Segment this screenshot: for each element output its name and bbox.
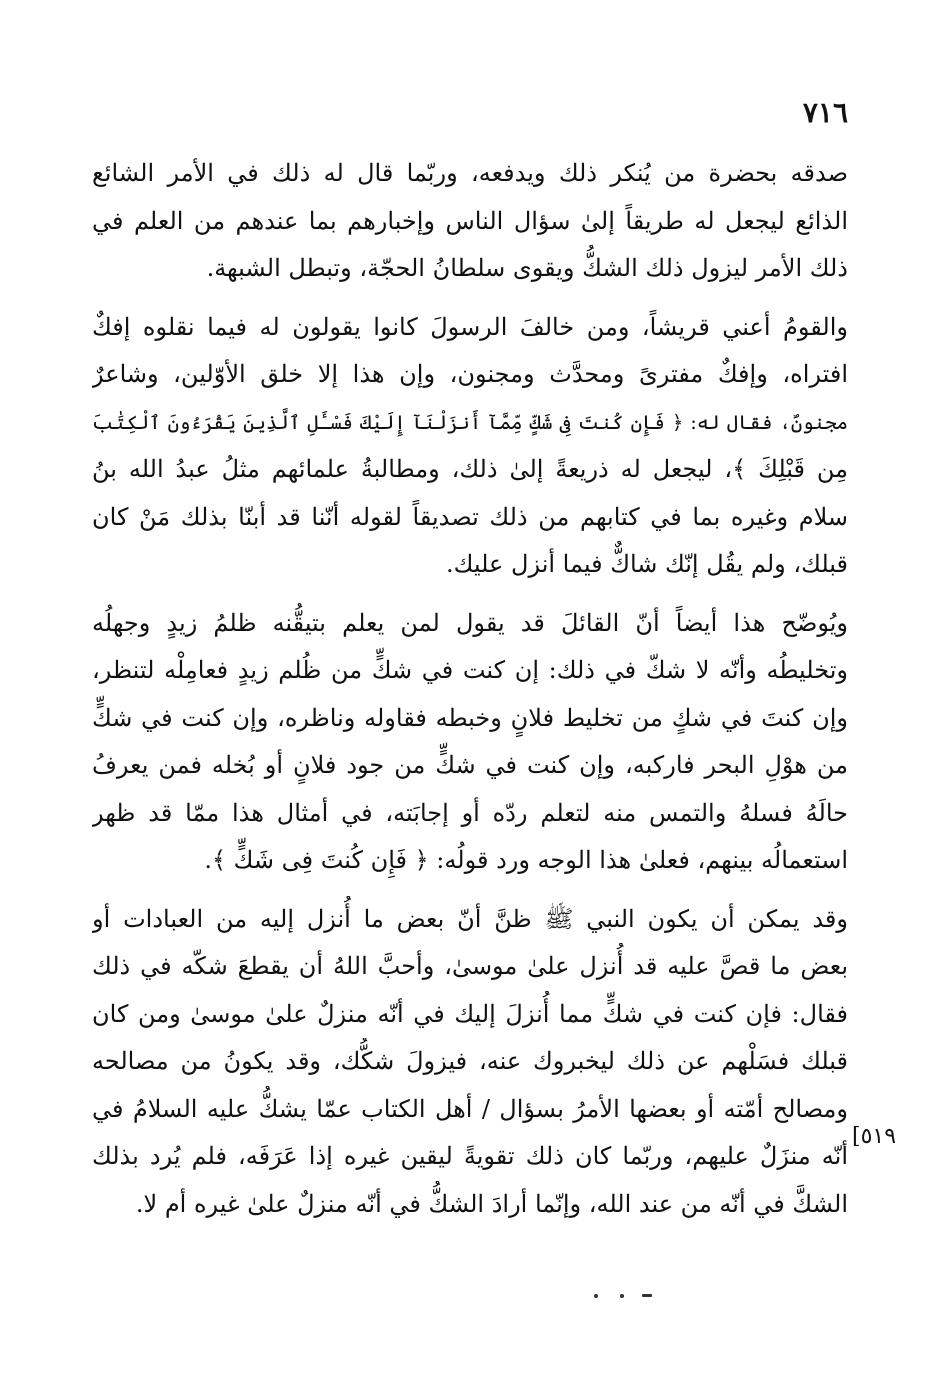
text-line: ومصالح أمّته أو بعضها الأمرُ بسؤال / أهل الكتاب عمّا يشكُّ عليه السلامُ في <box>92 1094 848 1123</box>
text-line: الذائع ليجعل له طريقاً إلىٰ سؤال الناس وإخبارهم بما عندهم من العلم في <box>92 206 848 235</box>
text-line: سلام وغيره بما في كتابهم من ذلك تصديقاً لقوله أنّنا قد أبنّا بذلك مَنْ كان <box>92 502 848 531</box>
text-line: صدقه بحضرة من يُنكر ذلك ويدفعه، وربّما قال له ذلك في الأمر الشائع <box>92 159 848 187</box>
text-line: مِن قَبْلِكَ ﴾، ليجعل له ذريعةً إلىٰ ذلك، ومطالبةُ علمائهم مثلُ عبدُ الله بنُ <box>92 455 848 483</box>
margin-page-reference: [٥١٩ <box>852 1124 897 1149</box>
text-line: مجنونٌ، فقال له: ﴿ فَإِن كُنتَ فِى شَكٍّ مِّمَّآ أَنزَلْنَآ إِلَيْكَ فَسْـَٔلِ ٱلَّذِينَ يَقْرَءُونَ ٱلْكِتَٰبَ <box>92 410 848 434</box>
text-line: ذلك الأمر ليزول ذلك الشكُّ ويقوى سلطانُ الحجّة، وتبطل الشبهة. <box>206 254 848 282</box>
text-line: والقومُ أعني قريشاً، ومن خالفَ الرسولَ كانوا يقولون له فيما نقلوه إفكٌ <box>92 312 848 341</box>
text-line: حالَهُ فسلهُ والتمس منه لتعلم ردّه أو إجابَته، في أمثال هذا ممّا قد ظهر <box>92 798 848 827</box>
mark-dash <box>642 1294 652 1297</box>
text-line: وإن كنتَ في شكٍ من تخليط فلانٍ وخبطه فقاوله وناظره، وإن كنت في شكٍّ <box>92 703 848 732</box>
body-text <box>92 150 848 1239</box>
text-line: بعض ما قصَّ عليه قد أُنزل علىٰ موسىٰ، وأحبَّ اللهُ أن يقطعَ شكّه في ذلك <box>92 952 848 980</box>
printer-mark <box>592 1290 662 1302</box>
text-line: قبلك، ولم يقُل إنّك شاكٌّ فيما أنزل عليك. <box>446 550 848 578</box>
text-line: أنّه منزَلٌ عليهم، وربّما كان ذلك تقويةً ليقين غيره إذا عَرَفَه، فلم يُرد بذلك <box>92 1142 848 1170</box>
page-number: ٧١٦ <box>802 96 848 129</box>
paragraph-3 <box>92 600 848 885</box>
text-line: ويُوضّح هذا أيضاً أنّ القائلَ قد يقول لمن يعلم بتيقُّنه ظلمُ زيدٍ وجهلُه <box>92 608 848 637</box>
paragraph-4 <box>92 896 848 1229</box>
text-line: افتراه، وإفكٌ مفترىً ومحدَّث ومجنون، وإن هذا إلا خلق الأوّلين، وشاعرٌ <box>92 360 848 388</box>
mark-dot <box>620 1294 624 1298</box>
text-line: وقد يمكن أن يكون النبي ﷺ ظنَّ أنّ بعض ما أُنزل إليه من العبادات أو <box>92 904 848 933</box>
text-line: من هوْلِ البحر فاركبه، وإن كنت في شكٍّ من جود فلانٍ أو بُخله فمن يعرفُ <box>92 751 848 779</box>
text-line: فقال: فإن كنت في شكٍّ مما أُنزلَ إليك في أنّه منزلٌ علىٰ موسىٰ ومن كان <box>92 999 848 1028</box>
mark-dot <box>594 1294 598 1298</box>
text-line: قبلك فسَلْهم عن ذلك ليخبروك عنه، فيزولَ شكُّك، وقد يكونُ من مصالحه <box>92 1047 848 1075</box>
paragraph-2 <box>92 304 848 589</box>
text-line: الشكَّ في أنّه من عند الله، وإنّما أرادَ الشكُّ في أنّه منزلٌ علىٰ غيره أم لا. <box>135 1189 848 1218</box>
text-line: وتخليطُه وأنّه لا شكّ في ذلك: إن كنت في شكٍّ من ظُلم زيدٍ فعامِلْه لتنظر، <box>92 656 848 684</box>
paragraph-1 <box>92 150 848 293</box>
text-line: استعمالُه بينهم، فعلىٰ هذا الوجه ورد قولُه: ﴿ فَإِن كُنتَ فِى شَكٍّ ﴾. <box>204 846 848 874</box>
